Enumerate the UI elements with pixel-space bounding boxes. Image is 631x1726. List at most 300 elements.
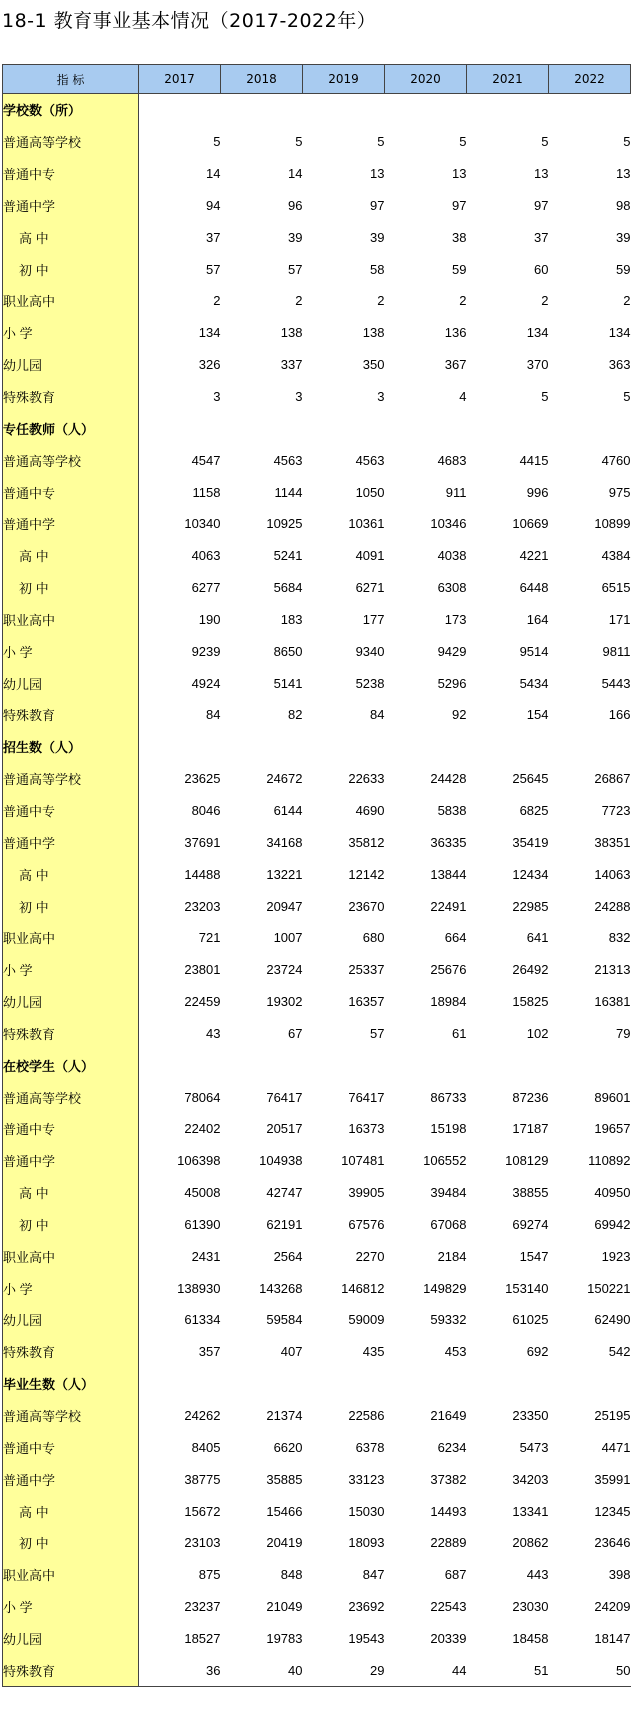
- value-cell: 17187: [512, 1121, 549, 1137]
- value-cell: 24209: [594, 1599, 631, 1615]
- value-cell: 84: [370, 707, 385, 723]
- value-cell: 692: [526, 1344, 549, 1360]
- value-cell: 166: [608, 707, 631, 723]
- value-cell: 61: [452, 1025, 467, 1041]
- value-cell: 177: [362, 611, 385, 627]
- value-cell: 23646: [594, 1535, 631, 1551]
- value-cell: 337: [280, 357, 303, 373]
- value-cell: 23030: [512, 1599, 549, 1615]
- table-row: [3, 1209, 631, 1241]
- empty-cell: [303, 731, 385, 763]
- row-label: 特殊教育: [3, 381, 139, 413]
- value-cell: 5: [459, 134, 467, 150]
- value-cell: 2270: [355, 1248, 385, 1264]
- value-cell: 4760: [601, 452, 631, 468]
- row-label: 普通中专: [3, 476, 139, 508]
- value-cell: 43: [206, 1025, 221, 1041]
- value-cell: 6144: [273, 802, 303, 818]
- table-row: [3, 126, 631, 158]
- value-cell: 350: [362, 357, 385, 373]
- value-cell: 4471: [601, 1439, 631, 1455]
- table-row: [3, 1113, 631, 1145]
- value-cell: 911: [445, 484, 467, 500]
- value-cell: 25337: [348, 962, 385, 978]
- value-cell: 18527: [184, 1630, 221, 1646]
- empty-cell: [385, 1049, 467, 1081]
- table-row: [3, 444, 631, 476]
- value-cell: 39484: [430, 1185, 467, 1201]
- row-label: 初 中: [3, 253, 139, 285]
- value-cell: 15198: [430, 1121, 467, 1137]
- value-cell: 34168: [266, 834, 303, 850]
- value-cell: 9514: [519, 643, 549, 659]
- value-cell: 57: [370, 1025, 385, 1041]
- table-row: [3, 858, 631, 890]
- value-cell: 86733: [430, 1089, 467, 1105]
- value-cell: 79: [616, 1025, 631, 1041]
- value-cell: 542: [608, 1344, 631, 1360]
- value-cell: 4038: [437, 548, 467, 564]
- value-cell: 4415: [519, 452, 549, 468]
- table-row: [3, 508, 631, 540]
- empty-cell: [221, 731, 303, 763]
- row-label: 高 中: [3, 858, 139, 890]
- value-cell: 5473: [519, 1439, 549, 1455]
- value-cell: 67068: [430, 1216, 467, 1232]
- row-label: 普通中学: [3, 1145, 139, 1177]
- value-cell: 104938: [259, 1153, 303, 1169]
- section-title: 招生数（人）: [3, 731, 139, 763]
- value-cell: 5241: [273, 548, 303, 564]
- value-cell: 5434: [519, 675, 549, 691]
- value-cell: 20419: [266, 1535, 303, 1551]
- value-cell: 39: [616, 229, 631, 245]
- value-cell: 21374: [266, 1408, 303, 1424]
- value-cell: 22633: [348, 771, 385, 787]
- value-cell: 1007: [273, 930, 303, 946]
- row-label: 普通中专: [3, 1113, 139, 1145]
- value-cell: 1158: [192, 484, 221, 500]
- value-cell: 4547: [191, 452, 221, 468]
- value-cell: 171: [608, 611, 631, 627]
- row-label: 职业高中: [3, 922, 139, 954]
- value-cell: 76417: [348, 1089, 385, 1105]
- value-cell: 875: [198, 1567, 221, 1583]
- section-title: 专任教师（人）: [3, 412, 139, 444]
- value-cell: 59: [452, 261, 467, 277]
- value-cell: 143268: [259, 1280, 303, 1296]
- value-cell: 2: [623, 293, 631, 309]
- value-cell: 19783: [266, 1630, 303, 1646]
- row-label: 初 中: [3, 1527, 139, 1559]
- table-row: [3, 1240, 631, 1272]
- row-label: 职业高中: [3, 1240, 139, 1272]
- value-cell: 18984: [430, 994, 467, 1010]
- value-cell: 8405: [191, 1439, 221, 1455]
- value-cell: 35991: [594, 1471, 631, 1487]
- table-row: [3, 986, 631, 1018]
- value-cell: 6308: [437, 580, 467, 596]
- empty-cell: [467, 731, 549, 763]
- value-cell: 164: [526, 611, 549, 627]
- value-cell: 37691: [184, 834, 221, 850]
- value-cell: 18458: [512, 1630, 549, 1646]
- value-cell: 21313: [594, 962, 631, 978]
- value-cell: 7723: [601, 802, 631, 818]
- section-title: 学校数（所）: [3, 94, 139, 126]
- header-year: 2020: [385, 65, 467, 94]
- table-row: [3, 1400, 631, 1432]
- row-label: 普通中学: [3, 508, 139, 540]
- value-cell: 38855: [512, 1185, 549, 1201]
- row-label: 幼儿园: [3, 349, 139, 381]
- value-cell: 22985: [512, 898, 549, 914]
- value-cell: 134: [526, 325, 549, 341]
- empty-cell: [139, 1049, 221, 1081]
- value-cell: 45008: [184, 1185, 221, 1201]
- value-cell: 97: [452, 197, 467, 213]
- value-cell: 67: [288, 1025, 303, 1041]
- table-row: [3, 285, 631, 317]
- value-cell: 61390: [184, 1216, 221, 1232]
- table-row: [3, 1623, 631, 1655]
- value-cell: 3: [213, 389, 221, 405]
- row-label: 幼儿园: [3, 1304, 139, 1336]
- value-cell: 2564: [273, 1248, 303, 1264]
- value-cell: 107481: [341, 1153, 385, 1169]
- empty-cell: [549, 1049, 631, 1081]
- empty-cell: [303, 1049, 385, 1081]
- empty-cell: [139, 731, 221, 763]
- value-cell: 97: [534, 197, 549, 213]
- empty-cell: [467, 1049, 549, 1081]
- table-row: [3, 1495, 631, 1527]
- header-year: 2022: [549, 65, 631, 94]
- value-cell: 15030: [348, 1503, 385, 1519]
- value-cell: 4563: [355, 452, 385, 468]
- empty-cell: [221, 1049, 303, 1081]
- empty-cell: [303, 1368, 385, 1400]
- value-cell: 13: [370, 166, 385, 182]
- value-cell: 138: [362, 325, 385, 341]
- value-cell: 847: [362, 1567, 385, 1583]
- value-cell: 97: [370, 197, 385, 213]
- row-label: 普通高等学校: [3, 444, 139, 476]
- value-cell: 61025: [512, 1312, 549, 1328]
- education-stats-table: [2, 64, 631, 1687]
- value-cell: 84: [206, 707, 221, 723]
- value-cell: 82: [288, 707, 303, 723]
- value-cell: 23724: [266, 962, 303, 978]
- value-cell: 39: [288, 229, 303, 245]
- row-label: 初 中: [3, 1209, 139, 1241]
- value-cell: 6277: [191, 580, 221, 596]
- value-cell: 5684: [273, 580, 303, 596]
- empty-cell: [467, 1368, 549, 1400]
- value-cell: 357: [198, 1344, 221, 1360]
- value-cell: 2: [213, 293, 221, 309]
- empty-cell: [221, 1368, 303, 1400]
- value-cell: 19543: [348, 1630, 385, 1646]
- table-row: [3, 1463, 631, 1495]
- empty-cell: [549, 94, 631, 126]
- row-label: 普通高等学校: [3, 1081, 139, 1113]
- value-cell: 25676: [430, 962, 467, 978]
- value-cell: 23692: [348, 1599, 385, 1615]
- value-cell: 39: [370, 229, 385, 245]
- value-cell: 29: [303, 1654, 385, 1686]
- value-cell: 106552: [423, 1153, 467, 1169]
- value-cell: 398: [608, 1567, 631, 1583]
- value-cell: 721: [198, 930, 221, 946]
- value-cell: 20862: [512, 1535, 549, 1551]
- value-cell: 2: [295, 293, 303, 309]
- value-cell: 78064: [184, 1089, 221, 1105]
- row-label: 普通高等学校: [3, 1400, 139, 1432]
- table-row: [3, 667, 631, 699]
- table-row: [3, 349, 631, 381]
- value-cell: 190: [198, 611, 221, 627]
- value-cell: 2184: [437, 1248, 467, 1264]
- value-cell: 60: [534, 261, 549, 277]
- row-label: 高 中: [3, 540, 139, 572]
- value-cell: 14063: [594, 866, 631, 882]
- table-row: [3, 763, 631, 795]
- table-row: [3, 476, 631, 508]
- value-cell: 5: [623, 134, 631, 150]
- value-cell: 59332: [430, 1312, 467, 1328]
- empty-cell: [303, 412, 385, 444]
- value-cell: 37: [534, 229, 549, 245]
- value-cell: 12142: [348, 866, 385, 882]
- value-cell: 9340: [355, 643, 385, 659]
- value-cell: 367: [444, 357, 467, 373]
- value-cell: 9429: [437, 643, 467, 659]
- value-cell: 4924: [191, 675, 221, 691]
- value-cell: 57: [206, 261, 221, 277]
- empty-cell: [549, 731, 631, 763]
- value-cell: 44: [385, 1654, 467, 1686]
- table-row: [3, 540, 631, 572]
- value-cell: 24428: [430, 771, 467, 787]
- empty-cell: [221, 94, 303, 126]
- row-label: 特殊教育: [3, 1654, 139, 1686]
- header-year: 2017: [139, 65, 221, 94]
- value-cell: 13341: [512, 1503, 549, 1519]
- value-cell: 5238: [355, 675, 385, 691]
- value-cell: 14493: [430, 1503, 467, 1519]
- value-cell: 76417: [266, 1089, 303, 1105]
- row-label: 职业高中: [3, 604, 139, 636]
- row-label: 普通中学: [3, 1463, 139, 1495]
- value-cell: 38: [452, 229, 467, 245]
- value-cell: 18093: [348, 1535, 385, 1551]
- value-cell: 59: [616, 261, 631, 277]
- value-cell: 6515: [601, 580, 631, 596]
- value-cell: 680: [362, 930, 385, 946]
- value-cell: 14: [288, 166, 303, 182]
- table-row: [3, 1081, 631, 1113]
- value-cell: 5141: [273, 675, 303, 691]
- row-label: 小 学: [3, 317, 139, 349]
- value-cell: 13: [616, 166, 631, 182]
- table-row: [3, 699, 631, 731]
- value-cell: 3: [377, 389, 385, 405]
- value-cell: 848: [280, 1567, 303, 1583]
- empty-cell: [385, 94, 467, 126]
- value-cell: 21049: [266, 1599, 303, 1615]
- value-cell: 22459: [184, 994, 221, 1010]
- table-row: [3, 1177, 631, 1209]
- value-cell: 435: [362, 1344, 385, 1360]
- value-cell: 10340: [184, 516, 221, 532]
- value-cell: 110892: [588, 1153, 631, 1169]
- value-cell: 6620: [273, 1439, 303, 1455]
- value-cell: 15466: [266, 1503, 303, 1519]
- table-row: [3, 1559, 631, 1591]
- value-cell: 35812: [348, 834, 385, 850]
- row-label: 职业高中: [3, 285, 139, 317]
- section-title: 毕业生数（人）: [3, 1368, 139, 1400]
- value-cell: 641: [526, 930, 549, 946]
- header-year: 2021: [467, 65, 549, 94]
- header-year: 2019: [303, 65, 385, 94]
- value-cell: 23625: [184, 771, 221, 787]
- value-cell: 5: [213, 134, 221, 150]
- table-row: [3, 1017, 631, 1049]
- value-cell: 96: [288, 197, 303, 213]
- value-cell: 24672: [266, 771, 303, 787]
- value-cell: 39905: [348, 1185, 385, 1201]
- value-cell: 92: [452, 707, 467, 723]
- value-cell: 363: [608, 357, 631, 373]
- value-cell: 4: [459, 389, 467, 405]
- value-cell: 62191: [266, 1216, 303, 1232]
- value-cell: 10346: [430, 516, 467, 532]
- table-row: [3, 190, 631, 222]
- table-row: [3, 1654, 631, 1686]
- value-cell: 16357: [348, 994, 385, 1010]
- value-cell: 23203: [184, 898, 221, 914]
- value-cell: 19302: [266, 994, 303, 1010]
- value-cell: 24262: [184, 1408, 221, 1424]
- empty-cell: [549, 1368, 631, 1400]
- value-cell: 69942: [594, 1216, 631, 1232]
- value-cell: 57: [288, 261, 303, 277]
- value-cell: 10925: [266, 516, 303, 532]
- row-label: 小 学: [3, 954, 139, 986]
- table-row: [3, 1431, 631, 1463]
- table-row: [3, 572, 631, 604]
- value-cell: 22491: [430, 898, 467, 914]
- value-cell: 36335: [430, 834, 467, 850]
- value-cell: 138930: [177, 1280, 221, 1296]
- value-cell: 50: [549, 1654, 631, 1686]
- value-cell: 5443: [601, 675, 631, 691]
- value-cell: 443: [526, 1567, 549, 1583]
- value-cell: 2431: [191, 1248, 221, 1264]
- value-cell: 51: [467, 1654, 549, 1686]
- value-cell: 33123: [348, 1471, 385, 1487]
- value-cell: 370: [526, 357, 549, 373]
- section-header-row: [3, 1049, 631, 1081]
- value-cell: 134: [608, 325, 631, 341]
- page-title: 18-1 教育事业基本情况（2017-2022年）: [2, 10, 377, 32]
- value-cell: 69274: [512, 1216, 549, 1232]
- value-cell: 134: [198, 325, 221, 341]
- value-cell: 16373: [348, 1121, 385, 1137]
- value-cell: 6271: [355, 580, 385, 596]
- header-indicator: 指 标: [3, 65, 139, 94]
- table-row: [3, 1591, 631, 1623]
- value-cell: 14488: [184, 866, 221, 882]
- empty-cell: [385, 412, 467, 444]
- value-cell: 10899: [594, 516, 631, 532]
- empty-cell: [221, 412, 303, 444]
- value-cell: 58: [370, 261, 385, 277]
- section-title: 在校学生（人）: [3, 1049, 139, 1081]
- value-cell: 40: [221, 1654, 303, 1686]
- value-cell: 1050: [355, 484, 385, 500]
- value-cell: 6234: [437, 1439, 467, 1455]
- value-cell: 35885: [266, 1471, 303, 1487]
- value-cell: 62490: [594, 1312, 631, 1328]
- value-cell: 5: [541, 134, 549, 150]
- value-cell: 832: [608, 930, 631, 946]
- value-cell: 146812: [341, 1280, 385, 1296]
- table-body: [3, 94, 631, 1687]
- value-cell: 108129: [505, 1153, 549, 1169]
- value-cell: 9239: [191, 643, 221, 659]
- value-cell: 13: [452, 166, 467, 182]
- empty-cell: [385, 1368, 467, 1400]
- section-header-row: [3, 1368, 631, 1400]
- table-row: [3, 635, 631, 667]
- value-cell: 22402: [184, 1121, 221, 1137]
- row-label: 普通中专: [3, 795, 139, 827]
- row-label: 小 学: [3, 635, 139, 667]
- table-row: [3, 795, 631, 827]
- header-year: 2018: [221, 65, 303, 94]
- table-row: [3, 922, 631, 954]
- section-header-row: [3, 94, 631, 126]
- row-label: 普通高等学校: [3, 126, 139, 158]
- value-cell: 996: [526, 484, 549, 500]
- table-row: [3, 954, 631, 986]
- table-row: [3, 1145, 631, 1177]
- value-cell: 183: [280, 611, 303, 627]
- row-label: 幼儿园: [3, 1623, 139, 1655]
- value-cell: 20339: [430, 1630, 467, 1646]
- value-cell: 2: [377, 293, 385, 309]
- value-cell: 16381: [594, 994, 631, 1010]
- value-cell: 8650: [273, 643, 303, 659]
- value-cell: 5838: [437, 802, 467, 818]
- value-cell: 4563: [273, 452, 303, 468]
- row-label: 高 中: [3, 221, 139, 253]
- value-cell: 67576: [348, 1216, 385, 1232]
- empty-cell: [467, 412, 549, 444]
- value-cell: 26867: [594, 771, 631, 787]
- value-cell: 10361: [348, 516, 385, 532]
- value-cell: 664: [444, 930, 467, 946]
- value-cell: 37: [206, 229, 221, 245]
- row-label: 初 中: [3, 890, 139, 922]
- value-cell: 4063: [191, 548, 221, 564]
- empty-cell: [385, 731, 467, 763]
- value-cell: 5: [541, 389, 549, 405]
- value-cell: 13: [534, 166, 549, 182]
